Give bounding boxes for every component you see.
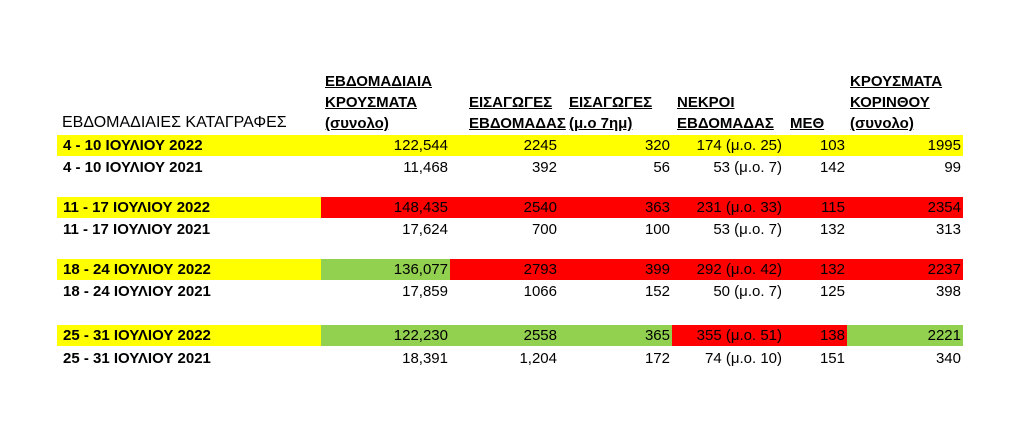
- cell-corinth: 2221: [847, 325, 963, 346]
- header-cases: [325, 71, 432, 134]
- header-admissions-avg-line-2: (μ.ο 7ημ): [569, 115, 633, 132]
- table-row: [0, 219, 1024, 240]
- cell-admissions-avg: 100: [644, 221, 670, 238]
- row-label: 4 - 10 ΙΟΥΛΙΟΥ 2022: [57, 135, 321, 156]
- cell-admissions-week: 2558: [450, 325, 559, 346]
- cell-deaths: 292 (μ.ο. 42): [672, 259, 784, 280]
- cell-icu: 103: [784, 135, 847, 156]
- cell-admissions-avg: 320: [559, 135, 672, 156]
- header-cases-line-2: ΚΡΟΥΣΜΑΤΑ: [325, 94, 418, 111]
- cell-icu: 138: [784, 325, 847, 346]
- cell-corinth: 99: [944, 159, 961, 176]
- cell-cases: 18,391: [402, 350, 448, 367]
- cell-cases: 136,077: [321, 259, 450, 280]
- table-row: [0, 348, 1024, 369]
- row-label: 25 - 31 ΙΟΥΛΙΟΥ 2022: [57, 325, 321, 346]
- table-row: [0, 197, 1024, 218]
- cell-icu: 125: [819, 283, 845, 300]
- header-cases-line-3: (συνολο): [325, 115, 389, 132]
- header-corinth-line-3: (συνολο): [850, 115, 914, 132]
- table-row: [0, 259, 1024, 280]
- table-row: [0, 281, 1024, 302]
- row-label: 11 - 17 ΙΟΥΛΙΟΥ 2022: [57, 197, 321, 218]
- table-row: [0, 325, 1024, 346]
- row-label: 18 - 24 ΙΟΥΛΙΟΥ 2021: [63, 283, 211, 300]
- cell-cases: 148,435: [321, 197, 450, 218]
- header-admissions-avg-line-1: ΕΙΣΑΓΩΓΕΣ: [569, 94, 653, 111]
- header-deaths-line-1: ΝΕΚΡΟΙ: [677, 94, 735, 111]
- cell-admissions-week: 1,204: [519, 350, 557, 367]
- cell-icu: 151: [819, 350, 845, 367]
- cell-admissions-week: 2245: [450, 135, 559, 156]
- table-title: ΕΒΔΟΜΑΔΙΑΙΕΣ ΚΑΤΑΓΡΑΦΕΣ: [62, 114, 287, 131]
- row-label: 25 - 31 ΙΟΥΛΙΟΥ 2021: [63, 350, 211, 367]
- row-label: 11 - 17 ΙΟΥΛΙΟΥ 2021: [63, 221, 211, 238]
- cell-cases: 17,624: [402, 221, 448, 238]
- header-icu-line-1: ΜΕΘ: [790, 115, 825, 132]
- header-corinth-line-1: ΚΡΟΥΣΜΑΤΑ: [850, 73, 943, 90]
- cell-cases: 122,230: [321, 325, 450, 346]
- cell-cases: 11,468: [403, 159, 448, 176]
- header-cases-line-1: ΕΒΔΟΜΑΔΙΑΙΑ: [325, 73, 432, 90]
- cell-deaths: 53 (μ.ο. 7): [713, 221, 782, 238]
- cell-deaths: 50 (μ.ο. 7): [713, 283, 782, 300]
- cell-icu: 132: [819, 221, 845, 238]
- cell-admissions-week: 1066: [523, 283, 557, 300]
- cell-deaths: 53 (μ.ο. 7): [713, 159, 782, 176]
- cell-corinth: 313: [935, 221, 961, 238]
- cell-corinth: 2237: [847, 259, 963, 280]
- cell-deaths: 355 (μ.ο. 51): [672, 325, 784, 346]
- header-corinth-line-2: ΚΟΡΙΝΘΟΥ: [850, 94, 930, 111]
- cell-corinth: 340: [935, 350, 961, 367]
- header-admissions-week-line-1: ΕΙΣΑΓΩΓΕΣ: [469, 94, 553, 111]
- cell-admissions-week: 392: [531, 159, 557, 176]
- header-admissions-week: [469, 92, 566, 134]
- cell-corinth: 1995: [847, 135, 963, 156]
- header-admissions-week-line-2: ΕΒΔΟΜΑΔΑΣ: [469, 115, 566, 132]
- cell-icu: 115: [784, 197, 847, 218]
- header-admissions-avg: [569, 92, 652, 134]
- cell-deaths: 231 (μ.ο. 33): [672, 197, 784, 218]
- cell-deaths: 174 (μ.ο. 25): [672, 135, 784, 156]
- table-row: [0, 135, 1024, 156]
- cell-icu: 142: [819, 159, 845, 176]
- cell-admissions-avg: 172: [644, 350, 670, 367]
- cell-deaths: 74 (μ.ο. 10): [704, 350, 782, 367]
- cell-admissions-avg: 152: [644, 283, 670, 300]
- cell-admissions-week: 700: [531, 221, 557, 238]
- cell-admissions-avg: 365: [559, 325, 672, 346]
- row-label: 18 - 24 ΙΟΥΛΙΟΥ 2022: [57, 259, 321, 280]
- header-corinth: [850, 71, 942, 134]
- cell-corinth: 2354: [847, 197, 963, 218]
- row-label: 4 - 10 ΙΟΥΛΙΟΥ 2021: [63, 159, 203, 176]
- cell-admissions-week: 2540: [450, 197, 559, 218]
- cell-admissions-week: 2793: [450, 259, 559, 280]
- table-row: [0, 157, 1024, 178]
- cell-admissions-avg: 56: [653, 159, 670, 176]
- cell-admissions-avg: 399: [559, 259, 672, 280]
- cell-corinth: 398: [935, 283, 961, 300]
- cell-icu: 132: [784, 259, 847, 280]
- header-icu: [790, 113, 824, 134]
- cell-admissions-avg: 363: [559, 197, 672, 218]
- header-deaths: [677, 92, 774, 134]
- cell-cases: 17,859: [402, 283, 448, 300]
- header-deaths-line-2: ΕΒΔΟΜΑΔΑΣ: [677, 115, 774, 132]
- cell-cases: 122,544: [321, 135, 450, 156]
